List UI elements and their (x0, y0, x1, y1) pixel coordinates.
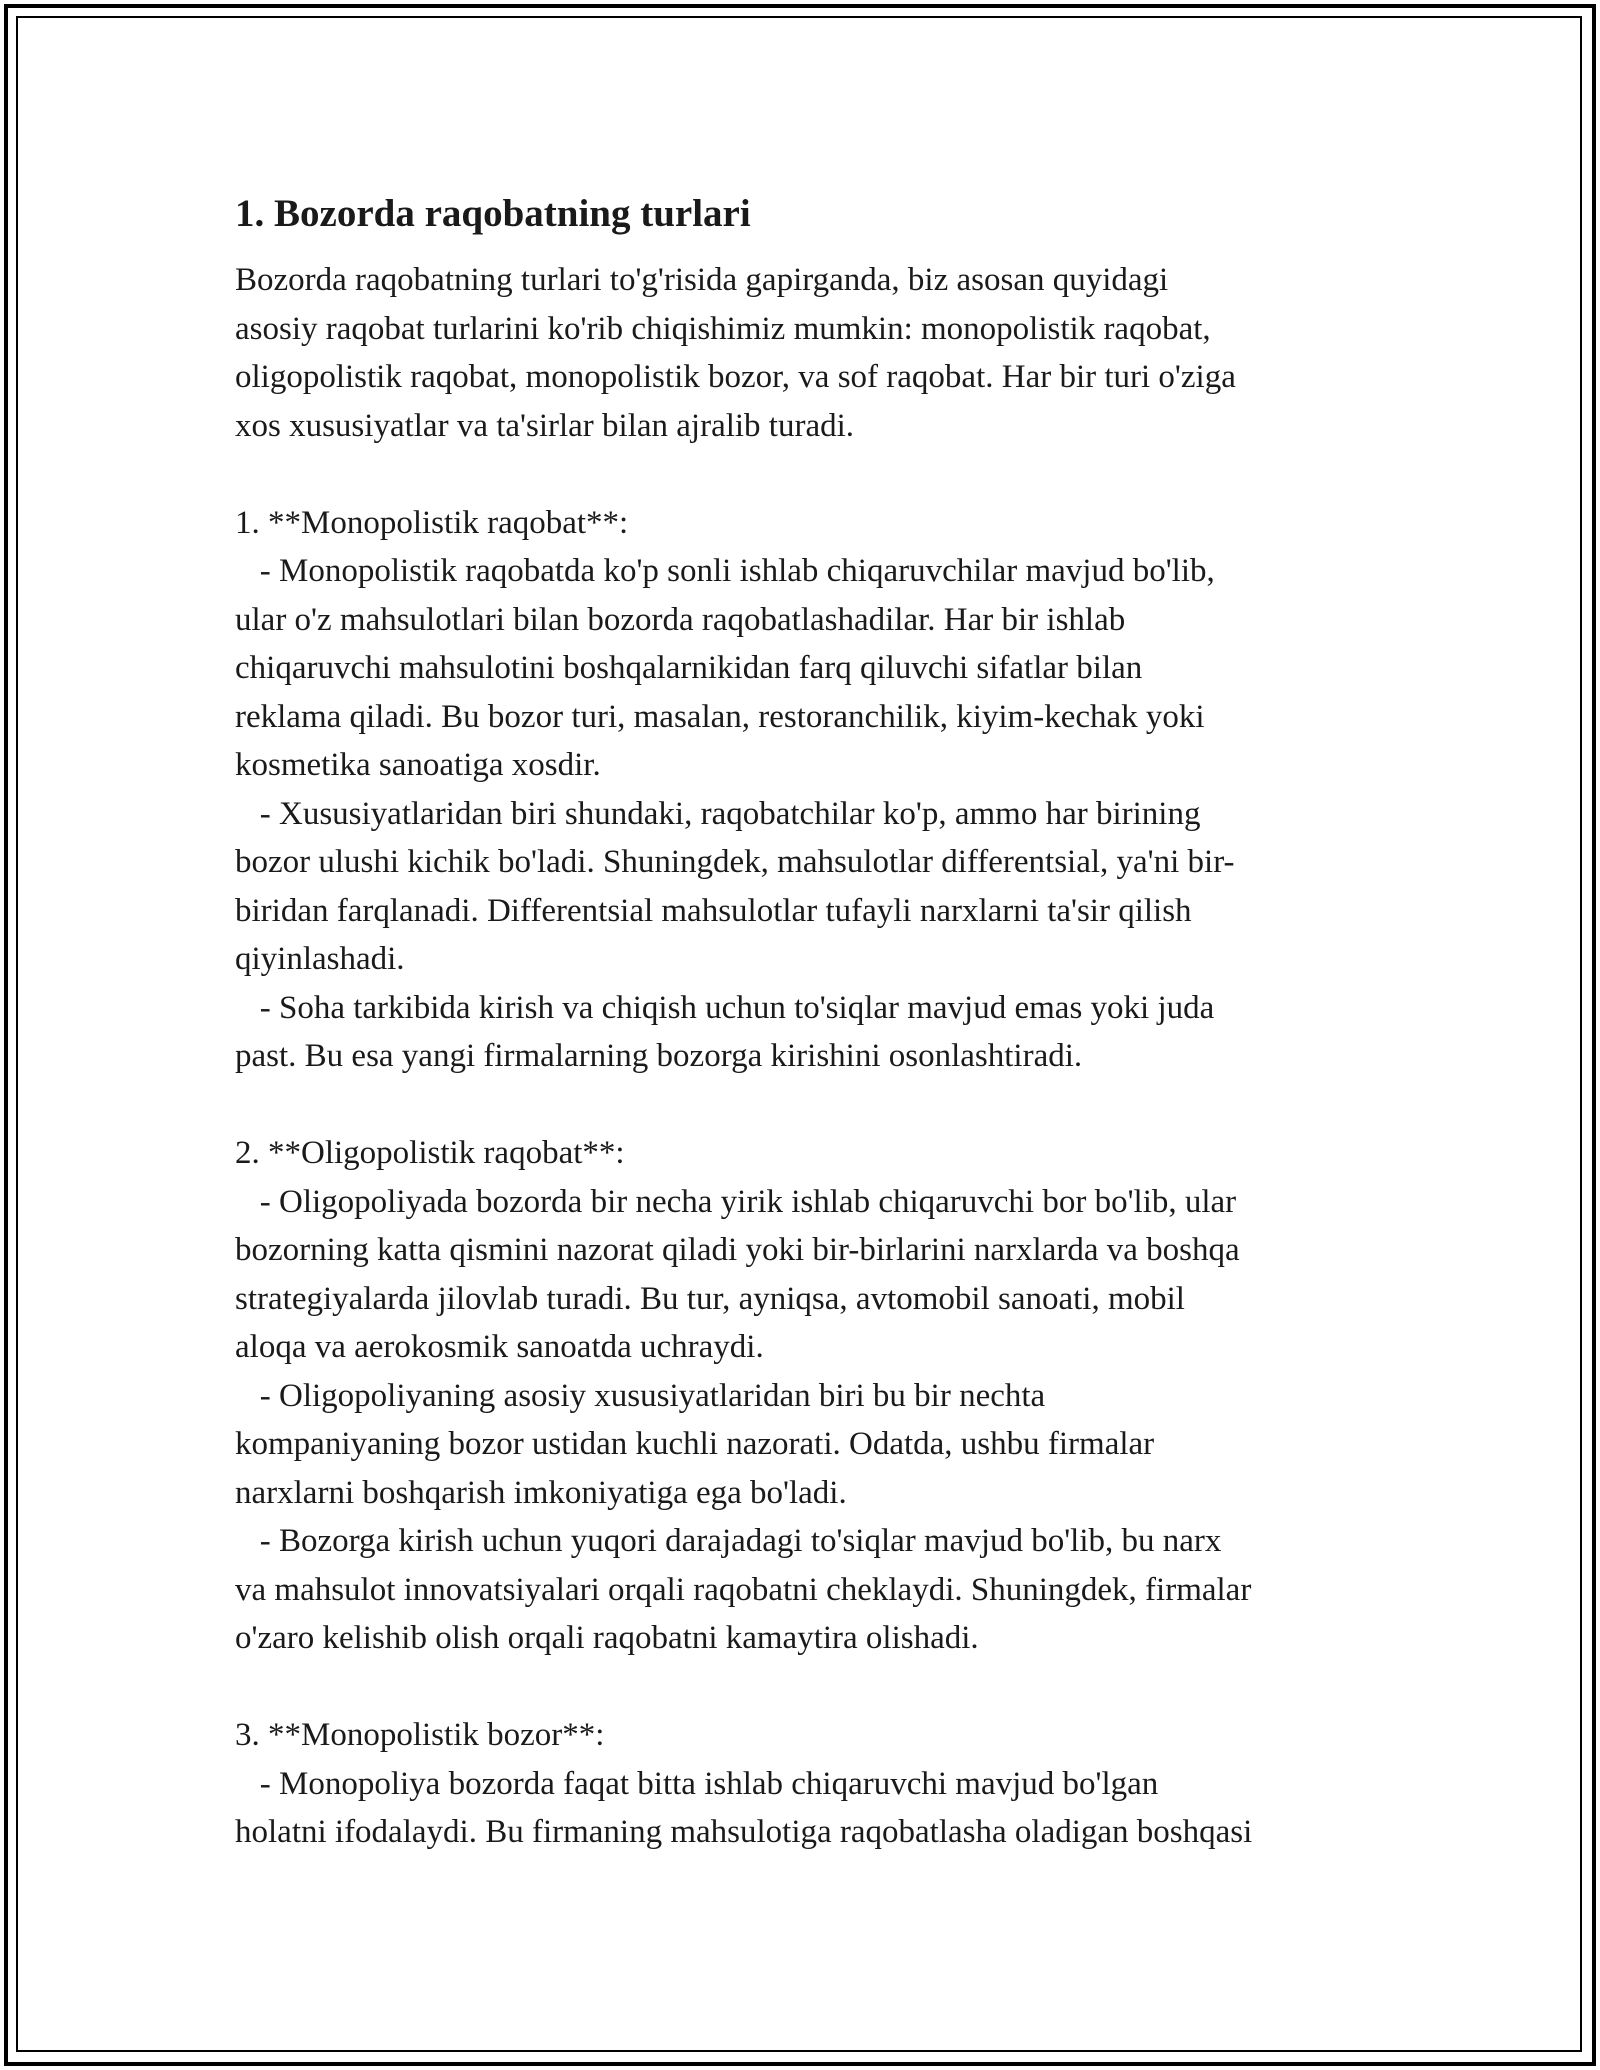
body-text: Bozorda raqobatning turlari to'g'risida gapirganda, biz asosan quyidagi asosiy raqobat turlarini ko'rib chiqishimiz mumkin: monopolistik raqobat, oligopolistik raqobat, monopolistik bozor, va sof raqobat. Har bir turi o'ziga xos xususiyatlar va ta'sirlar bilan ajralib turadi. 1. **Monopolistik raqobat**: - Monopolistik raqobatda ko'p sonli ishlab chiqaruvchilar mavjud bo'lib, ular o'z mahsulotlari bilan bozorda raqobatlashadilar. Har bir ishlab chiqaruvchi mahsulotini boshqalarnikidan farq qiluvchi sifatlar bilan reklama qiladi. Bu bozor turi, masalan, restoranchilik, kiyim-kechak yoki kosmetika sanoatiga xosdir. - Xususiyatlaridan biri shundaki, raqobatchilar ko'p, ammo har birining bozor ulushi kichik bo'ladi. Shuningdek, mahsulotlar differentsial, ya'ni bir- biridan farqlanadi. Differentsial mahsulotlar tufayli narxlarni ta'sir qilish qiyinlashadi. - Soha tarkibida kirish va chiqish uchun to'siqlar mavjud emas yoki juda past. Bu esa yangi firmalarning bozorga kirishini osonlashtiradi. 2. **Oligopolistik raqobat**: - Oligopoliyada bozorda bir necha yirik ishlab chiqaruvchi bor bo'lib, ular bozorning katta qismini nazorat qiladi yoki bir-birlarini narxlarda va boshqa strategiyalarda jilovlab turadi. Bu tur, ayniqsa, avtomobil sanoati, mobil aloqa va aerokosmik sanoatda uchraydi. - Oligopoliyaning asosiy xususiyatlaridan biri bu bir nechta kompaniyaning bozor ustidan kuchli nazorati. Odatda, ushbu firmalar narxlarni boshqarish imkoniyatiga ega bo'ladi. - Bozorga kirish uchun yuqori darajadagi to'siqlar mavjud bo'lib, bu narx va mahsulot innovatsiyalari orqali raqobatni cheklaydi. Shuningdek, firmalar o'zaro kelishib olish orqali raqobatni kamaytira olishadi. 3. **Monopolistik bozor**: - Monopoliya bozorda faqat bitta ishlab chiqaruvchi mavjud bo'lgan holatni ifodalaydi. Bu firmaning mahsulotiga raqobatlasha oladigan boshqasi (235, 262, 1253, 1850)
section-heading: 1. Bozorda raqobatning turlari (235, 192, 751, 235)
document-page (235, 182, 1385, 1857)
